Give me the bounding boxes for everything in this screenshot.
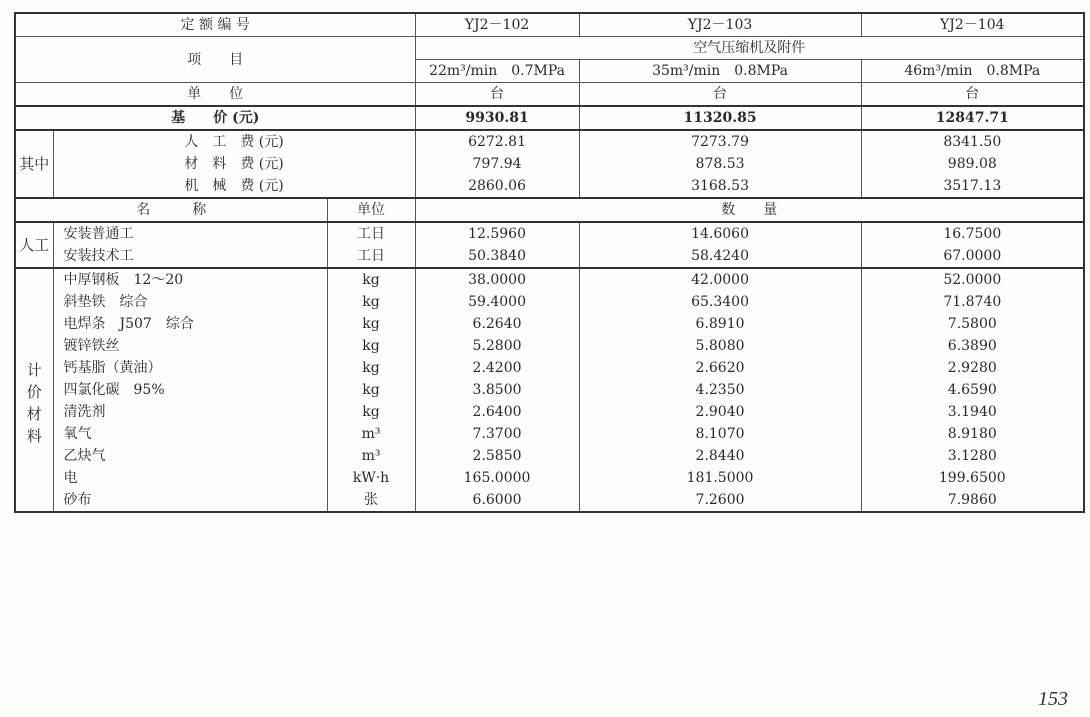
item-unit: m³ xyxy=(327,445,415,467)
base-price-cell: 9930.81 xyxy=(415,106,579,130)
item-qty: 7.3700 xyxy=(415,423,579,445)
item-qty: 52.0000 xyxy=(861,268,1084,291)
item-name: 钙基脂（黄油） xyxy=(53,357,327,379)
item-qty: 6.6000 xyxy=(415,489,579,512)
item-name: 砂布 xyxy=(53,489,327,512)
quota-table xyxy=(14,12,1085,513)
item-qty: 181.5000 xyxy=(579,467,861,489)
base-price-cell: 12847.71 xyxy=(861,106,1084,130)
material-row xyxy=(15,291,1084,313)
material-row xyxy=(15,445,1084,467)
item-qty: 12.5960 xyxy=(415,222,579,245)
unit-cell: 台 xyxy=(579,83,861,107)
spec-cell: 35m³/min 0.8MPa xyxy=(579,60,861,83)
material-row xyxy=(15,489,1084,512)
cost-label: 人 工 费 (元) xyxy=(53,130,415,153)
item-name: 中厚钢板 12～20 xyxy=(53,268,327,291)
item-unit: 工日 xyxy=(327,222,415,245)
item-group-row xyxy=(15,37,1084,60)
base-price-row xyxy=(15,106,1084,130)
name-column-header: 名 称 xyxy=(15,198,327,222)
cost-value: 878.53 xyxy=(579,153,861,175)
item-qty: 59.4000 xyxy=(415,291,579,313)
material-row xyxy=(15,335,1084,357)
item-unit: kg xyxy=(327,335,415,357)
item-qty: 6.2640 xyxy=(415,313,579,335)
item-qty: 3.1280 xyxy=(861,445,1084,467)
item-name: 氧气 xyxy=(53,423,327,445)
cost-value: 6272.81 xyxy=(415,130,579,153)
item-name: 斜垫铁 综合 xyxy=(53,291,327,313)
code-cell: YJ2－102 xyxy=(415,13,579,37)
item-qty: 2.5850 xyxy=(415,445,579,467)
unit-cell: 台 xyxy=(415,83,579,107)
item-qty: 3.8500 xyxy=(415,379,579,401)
item-qty: 7.9860 xyxy=(861,489,1084,512)
item-qty: 38.0000 xyxy=(415,268,579,291)
item-qty: 67.0000 xyxy=(861,245,1084,268)
item-qty: 2.4200 xyxy=(415,357,579,379)
material-row xyxy=(15,357,1084,379)
page-number: 153 xyxy=(1038,688,1068,710)
cost-row xyxy=(15,130,1084,153)
code-cell: YJ2－104 xyxy=(861,13,1084,37)
unit-column-header: 单位 xyxy=(327,198,415,222)
item-unit: kW·h xyxy=(327,467,415,489)
item-unit: kg xyxy=(327,357,415,379)
item-unit: kg xyxy=(327,268,415,291)
item-unit: kg xyxy=(327,401,415,423)
item-unit: 张 xyxy=(327,489,415,512)
item-qty: 16.7500 xyxy=(861,222,1084,245)
cost-value: 3168.53 xyxy=(579,175,861,198)
item-name: 清洗剂 xyxy=(53,401,327,423)
item-qty: 4.6590 xyxy=(861,379,1084,401)
item-qty: 199.6500 xyxy=(861,467,1084,489)
item-name: 电 xyxy=(53,467,327,489)
item-qty: 2.6400 xyxy=(415,401,579,423)
cost-category: 其中 xyxy=(15,130,53,198)
item-unit: 工日 xyxy=(327,245,415,268)
item-qty: 2.9040 xyxy=(579,401,861,423)
item-qty: 65.3400 xyxy=(579,291,861,313)
item-qty: 5.2800 xyxy=(415,335,579,357)
unit-cell: 台 xyxy=(861,83,1084,107)
item-name: 乙炔气 xyxy=(53,445,327,467)
item-qty: 50.3840 xyxy=(415,245,579,268)
materials-category xyxy=(15,268,53,512)
item-qty: 8.1070 xyxy=(579,423,861,445)
item-qty: 7.2600 xyxy=(579,489,861,512)
item-qty: 2.9280 xyxy=(861,357,1084,379)
item-qty: 42.0000 xyxy=(579,268,861,291)
cost-value: 989.08 xyxy=(861,153,1084,175)
material-row xyxy=(15,401,1084,423)
base-price-label: 基 价 (元) xyxy=(15,106,415,130)
detail-header-row xyxy=(15,198,1084,222)
spec-cell: 46m³/min 0.8MPa xyxy=(861,60,1084,83)
spec-cell: 22m³/min 0.7MPa xyxy=(415,60,579,83)
code-row xyxy=(15,13,1084,37)
base-price-cell: 11320.85 xyxy=(579,106,861,130)
cost-value: 797.94 xyxy=(415,153,579,175)
item-qty: 8.9180 xyxy=(861,423,1084,445)
item-name: 安装技术工 xyxy=(53,245,327,268)
labor-row xyxy=(15,222,1084,245)
materials-category-label: 计价材料 xyxy=(26,361,42,445)
item-qty: 4.2350 xyxy=(579,379,861,401)
unit-row xyxy=(15,83,1084,107)
quantity-column-header: 数 量 xyxy=(415,198,1084,222)
cost-label: 材 料 费 (元) xyxy=(53,153,415,175)
item-qty: 14.6060 xyxy=(579,222,861,245)
item-unit: kg xyxy=(327,379,415,401)
item-qty: 6.3890 xyxy=(861,335,1084,357)
item-qty: 5.8080 xyxy=(579,335,861,357)
item-qty: 6.8910 xyxy=(579,313,861,335)
item-qty: 7.5800 xyxy=(861,313,1084,335)
code-label: 定 额 编 号 xyxy=(15,13,415,37)
cost-value: 2860.06 xyxy=(415,175,579,198)
labor-category: 人工 xyxy=(15,222,53,268)
item-name: 电焊条 J507 综合 xyxy=(53,313,327,335)
item-label: 项 目 xyxy=(15,37,415,83)
item-unit: kg xyxy=(327,291,415,313)
cost-row xyxy=(15,175,1084,198)
cost-label: 机 械 费 (元) xyxy=(53,175,415,198)
item-qty: 71.8740 xyxy=(861,291,1084,313)
labor-row xyxy=(15,245,1084,268)
item-group: 空气压缩机及附件 xyxy=(415,37,1084,60)
material-row xyxy=(15,268,1084,291)
item-name: 四氯化碳 95% xyxy=(53,379,327,401)
unit-label: 单 位 xyxy=(15,83,415,107)
item-name: 镀锌铁丝 xyxy=(53,335,327,357)
item-name: 安装普通工 xyxy=(53,222,327,245)
item-unit: kg xyxy=(327,313,415,335)
item-qty: 3.1940 xyxy=(861,401,1084,423)
item-unit: m³ xyxy=(327,423,415,445)
material-row xyxy=(15,467,1084,489)
item-qty: 165.0000 xyxy=(415,467,579,489)
code-cell: YJ2－103 xyxy=(579,13,861,37)
cost-row xyxy=(15,153,1084,175)
cost-value: 3517.13 xyxy=(861,175,1084,198)
item-qty: 2.6620 xyxy=(579,357,861,379)
material-row xyxy=(15,379,1084,401)
item-qty: 2.8440 xyxy=(579,445,861,467)
cost-value: 7273.79 xyxy=(579,130,861,153)
item-qty: 58.4240 xyxy=(579,245,861,268)
material-row xyxy=(15,313,1084,335)
material-row xyxy=(15,423,1084,445)
cost-value: 8341.50 xyxy=(861,130,1084,153)
